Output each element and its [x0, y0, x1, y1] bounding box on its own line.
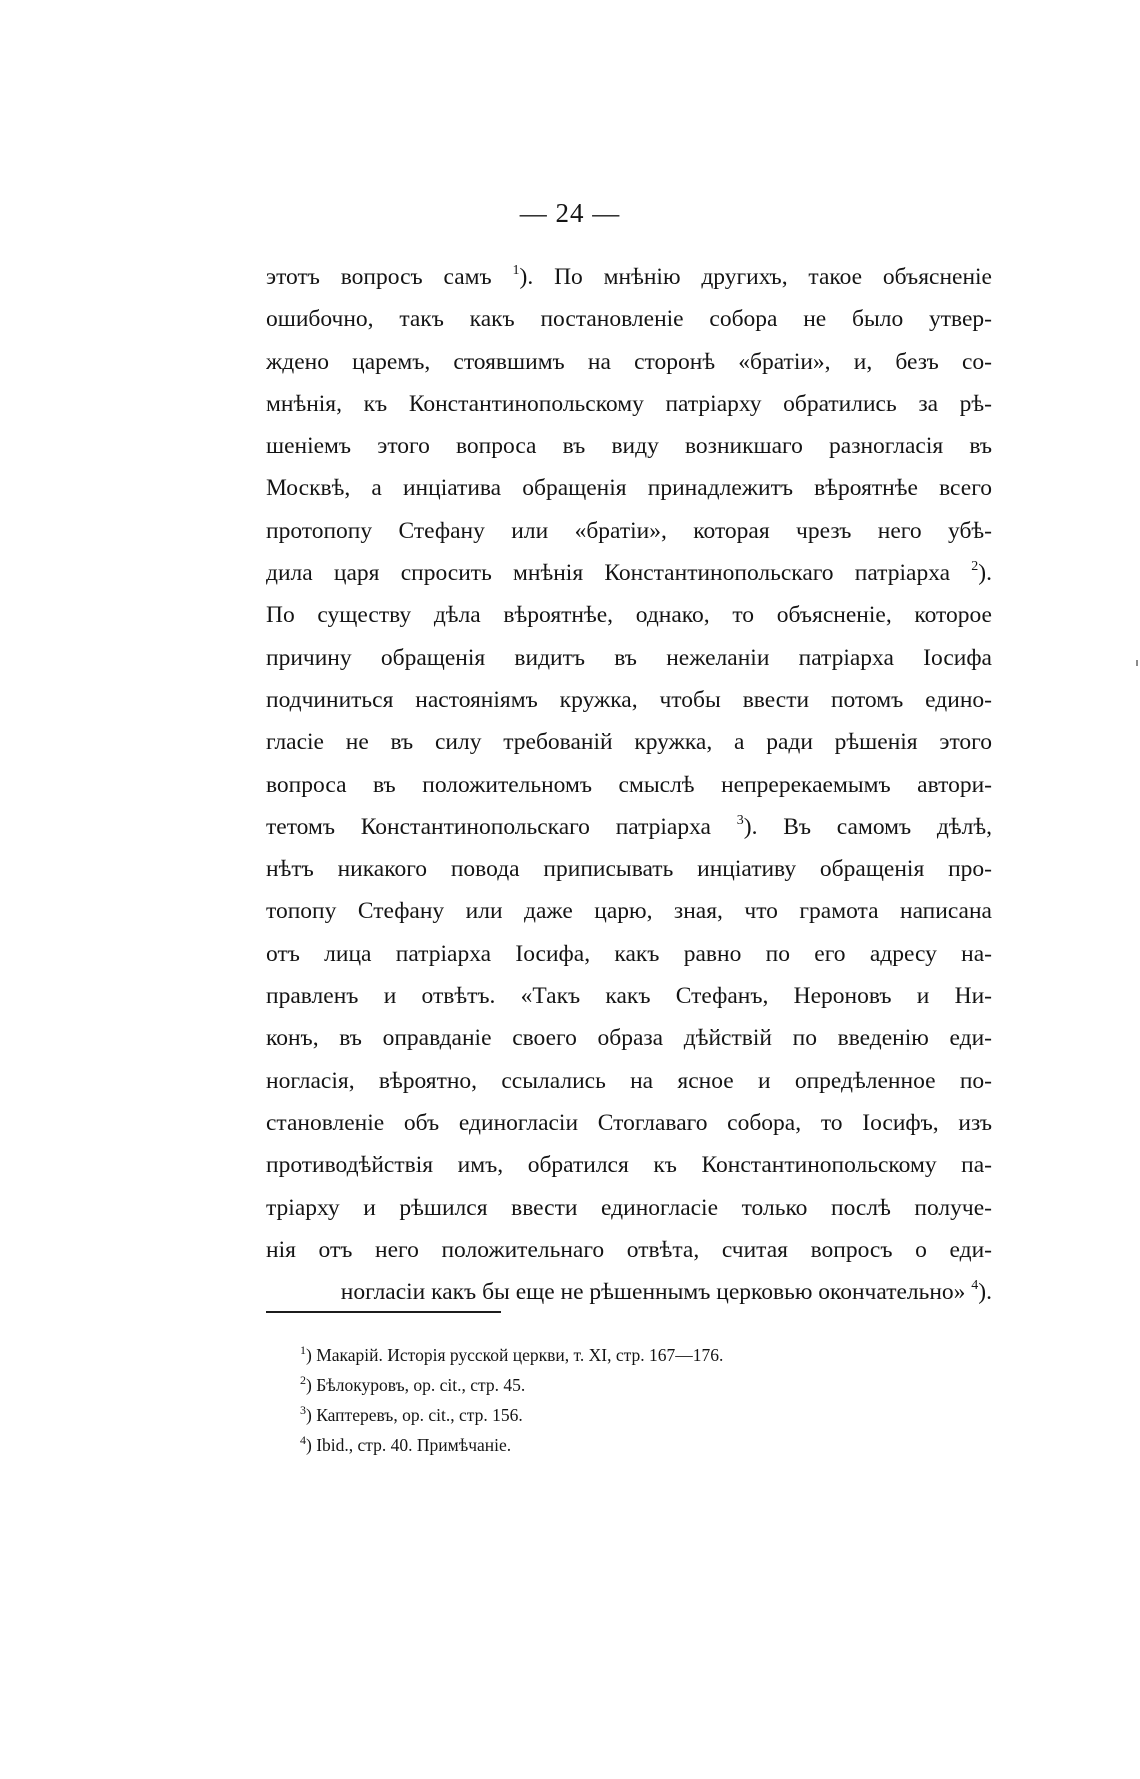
text-line-1: этотъ вопросъ самъ $^1$). По мнѣнію другихъ, такое объясненіе [266, 263, 992, 290]
footnote-ref-3: 3 [736, 812, 744, 828]
footnote-3: $^3$) Каптеревъ, op. cit., стр. 156. [300, 1403, 523, 1425]
footnote-2: $^2$) Бѣлокуровъ, op. cit., стр. 45. [300, 1373, 526, 1395]
text-line-14: тетомъ Константинопольскаго патріарха $^3$). Въ самомъ дѣлѣ, [266, 812, 992, 840]
page-number: — 24 — [519, 198, 621, 228]
text-line-16: топопу Стефану или даже царю, зная, что грамота написана [266, 898, 992, 925]
text-line-10: причину обращенія видитъ въ нежеланіи патріарха Іосифа [266, 644, 992, 671]
text-line-15: нѣтъ никакого повода приписывать инціативу обращенія про- [266, 856, 992, 883]
text-line-13: вопроса въ положительномъ смыслѣ непререкаемымъ автори- [266, 771, 992, 798]
text-line-3: ждено царемъ, стоявшимъ на сторонѣ «братіи», и, безъ со- [266, 348, 992, 375]
footnote-1: $^1$) Макарій. Исторія русской церкви, т. XI, стр. 167—176. [300, 1343, 724, 1365]
footnote-text-2: Бѣлокуровъ, op. cit., стр. 45. [316, 1375, 526, 1395]
footnote-mark-2: 2 [300, 1373, 306, 1387]
text-line-23: тріарху и рѣшился ввести единогласіе только послѣ получе- [266, 1194, 992, 1221]
text-line-2: ошибочно, такъ какъ постановленіе собора не было утвер- [266, 306, 992, 333]
text-line-11: подчиниться настояніямъ кружка, чтобы ввести потомъ едино- [266, 686, 992, 713]
text-line-25: ногласіи какъ бы еще не рѣшеннымъ церковью окончательно» $^4$). [340, 1278, 992, 1306]
footnote-ref-2: 2 [971, 559, 979, 575]
text-line-12: гласіе не въ силу требованій кружка, а ради рѣшенія этого [266, 729, 992, 756]
text-line-21: становленіе объ единогласіи Стоглаваго собора, то Іосифъ, изъ [266, 1109, 992, 1136]
footnote-text-3: Каптеревъ, op. cit., стр. 156. [316, 1405, 523, 1425]
text-line-7: протопопу Стефану или «братіи», которая чрезъ него убѣ- [266, 517, 992, 544]
text-line-5: шеніемъ этого вопроса въ виду возникшаго разногласія въ [266, 433, 992, 460]
footnotes [300, 1340, 960, 1460]
text-line-6: Москвѣ, а инціатива обращенія принадлежитъ вѣроятнѣе всего [266, 475, 992, 502]
footnote-ref-1: 1 [512, 263, 520, 278]
footnote-divider [266, 1311, 501, 1313]
scan-speck [1136, 660, 1138, 666]
text-line-4: мнѣнія, къ Константинопольскому патріарху обратились за рѣ- [266, 390, 992, 417]
footnote-mark-3: 3 [300, 1403, 306, 1417]
footnote-ref-4: 4 [971, 1278, 979, 1294]
text-line-24: нія отъ него положительнаго отвѣта, считая вопросъ о еди- [266, 1236, 992, 1263]
body-text [266, 256, 992, 1313]
footnote-mark-1: 1 [300, 1343, 306, 1357]
footnote-mark-4: 4 [300, 1433, 306, 1447]
text-line-20: ногласія, вѣроятно, ссылались на ясное и опредѣленное по- [266, 1067, 992, 1094]
text-line-8: дила царя спросить мнѣнія Константинопольскаго патріарха $^2$). [266, 559, 992, 587]
text-line-18: правленъ и отвѣтъ. «Такъ какъ Стефанъ, Нероновъ и Ни- [266, 983, 992, 1010]
text-line-17: отъ лица патріарха Іосифа, какъ равно по его адресу на- [266, 940, 992, 967]
text-line-22: противодѣйствія имъ, обратился къ Константинопольскому па- [266, 1152, 992, 1179]
footnote-text-4: Ibid., стр. 40. Примѣчаніе. [316, 1435, 512, 1455]
footnote-text-1: Макарій. Исторія русской церкви, т. XI, стр. 167—176. [316, 1345, 724, 1365]
text-line-19: конъ, въ оправданіе своего образа дѣйствій по введенію еди- [266, 1025, 992, 1052]
footnote-4: $^4$) Ibid., стр. 40. Примѣчаніе. [300, 1433, 512, 1455]
text-line-9: По существу дѣла вѣроятнѣе, однако, то объясненіе, которое [266, 602, 992, 629]
